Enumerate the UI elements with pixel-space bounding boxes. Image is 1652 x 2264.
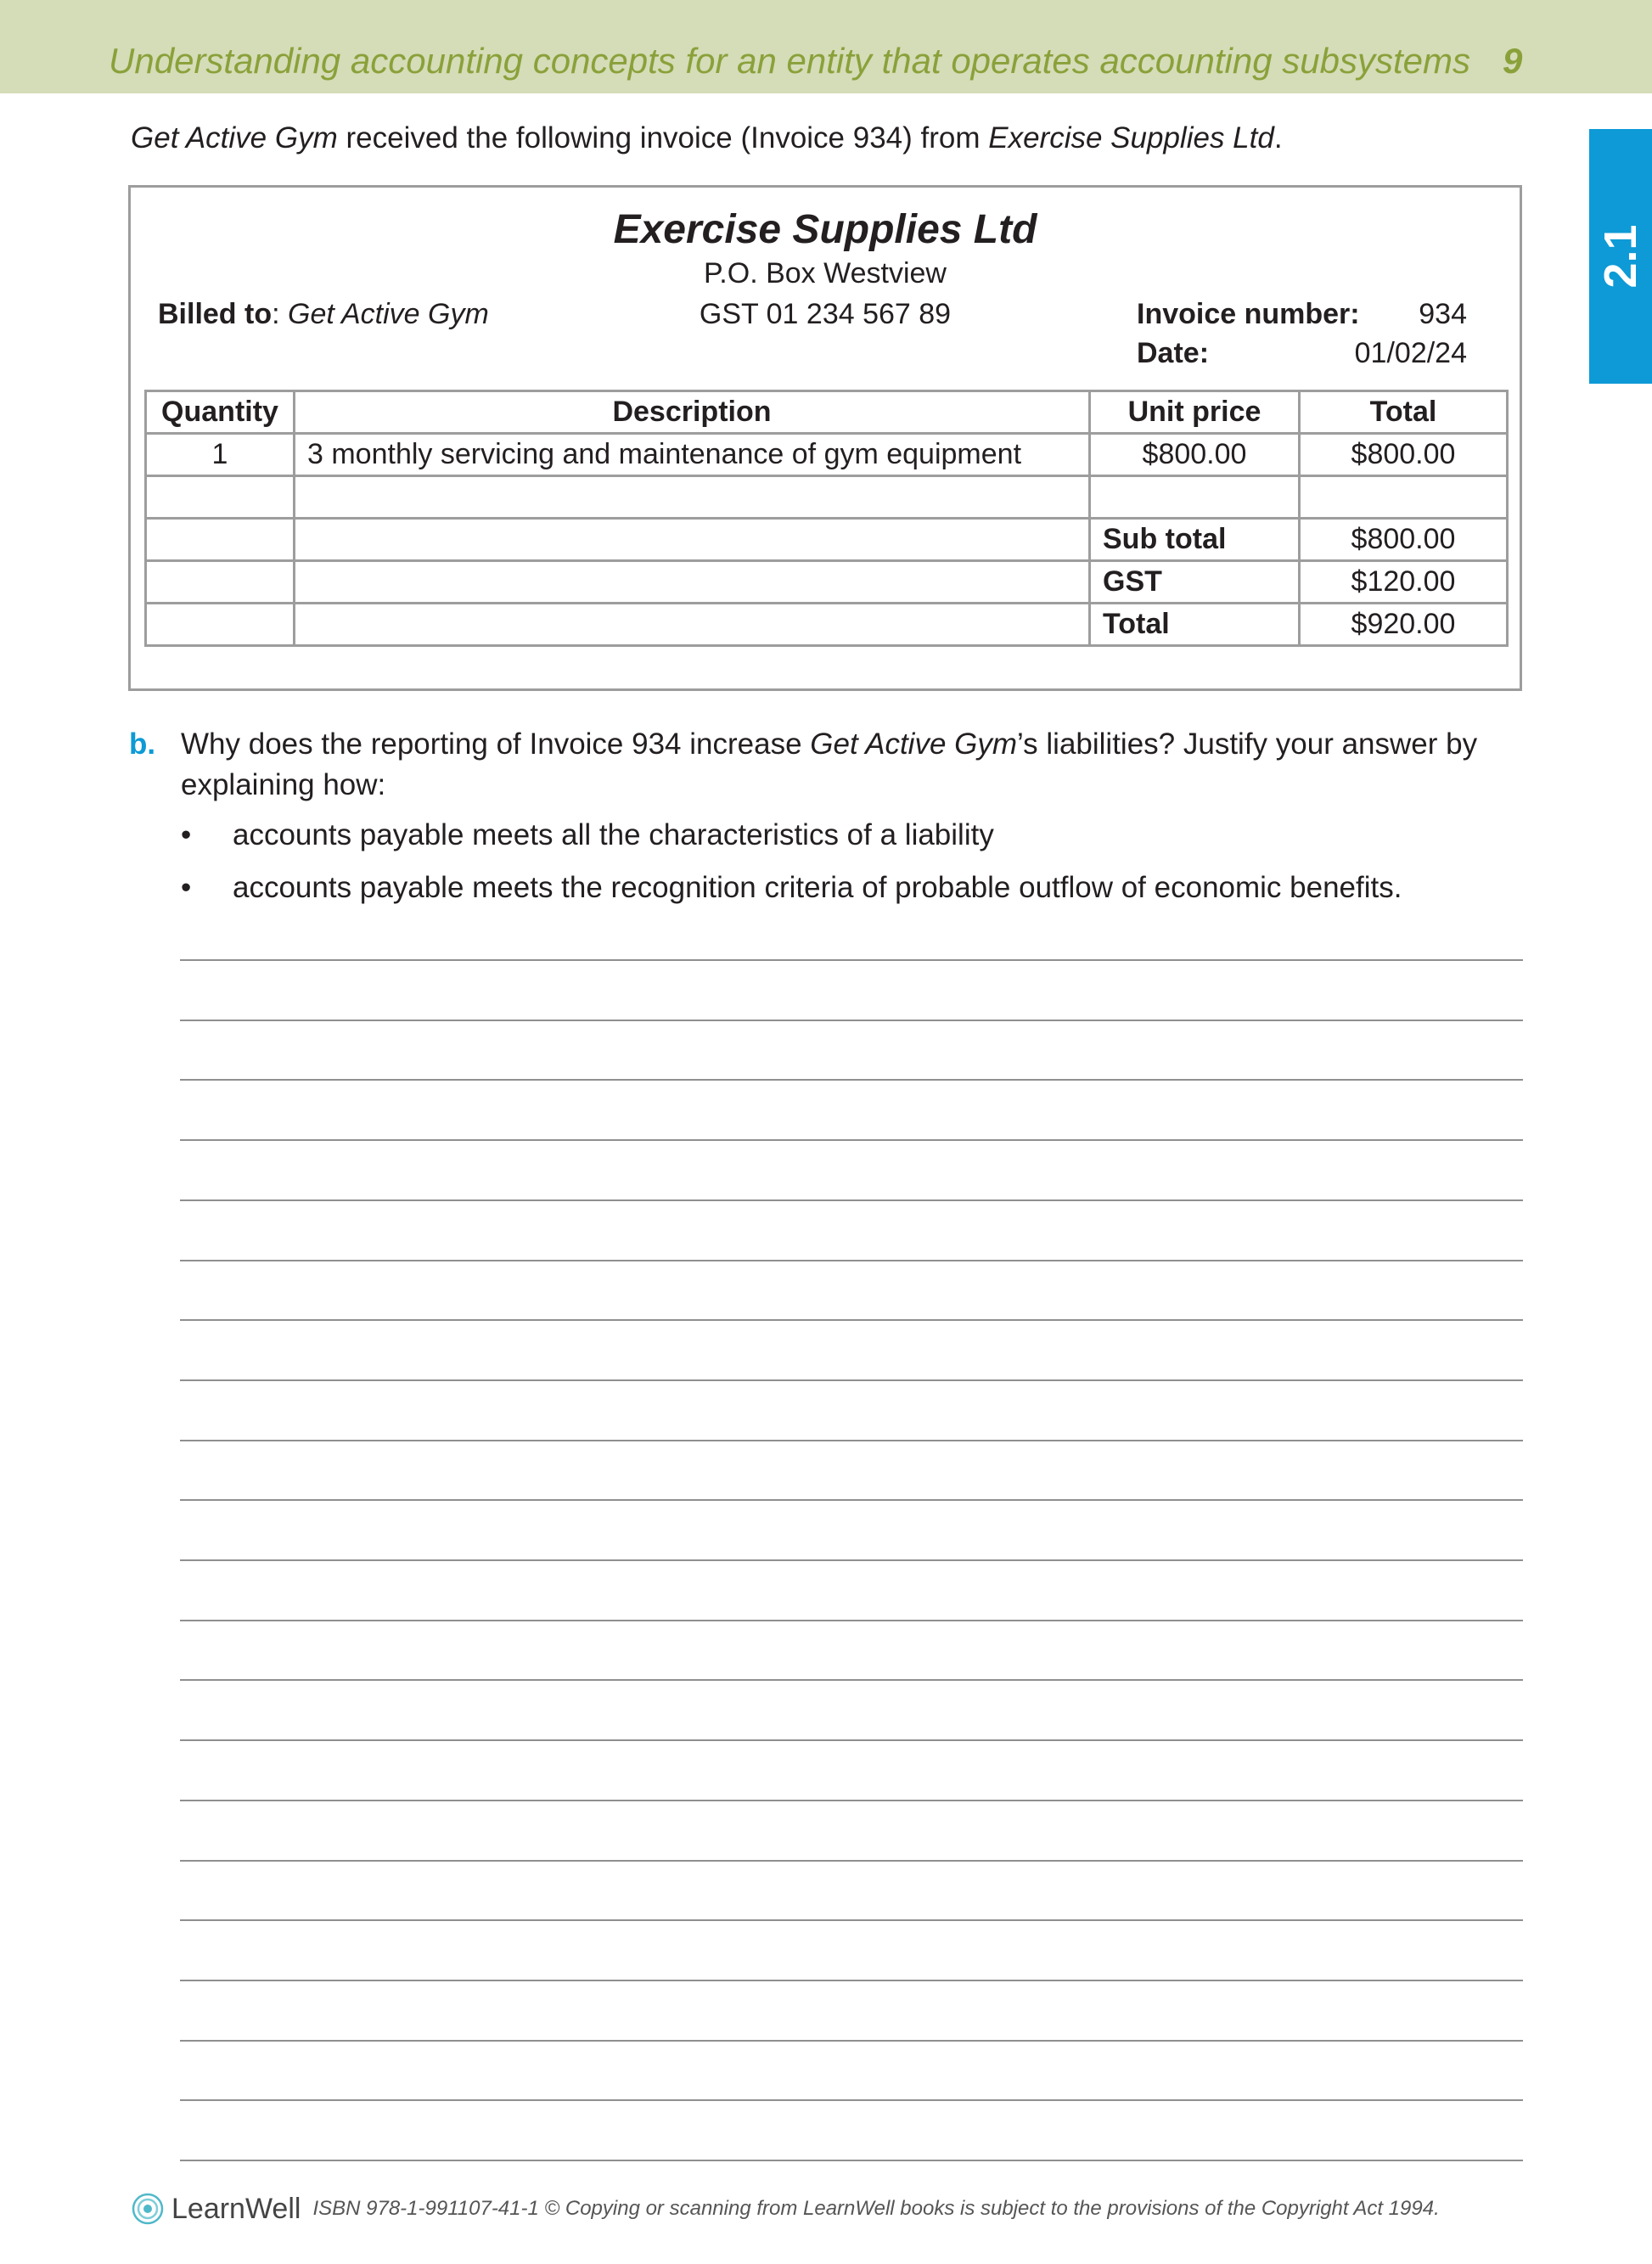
column-header-total: Total — [1300, 391, 1508, 434]
answer-line[interactable] — [180, 1980, 1523, 1981]
footer-brand: LearnWell — [171, 2192, 301, 2225]
answer-line[interactable] — [180, 2040, 1523, 2042]
answer-line[interactable] — [180, 1139, 1523, 1141]
learnwell-logo-icon — [131, 2192, 165, 2226]
invoice-number-label: Invoice number: — [1137, 298, 1360, 330]
answer-line[interactable] — [180, 1499, 1523, 1501]
answer-line[interactable] — [180, 2160, 1523, 2161]
bullet-dot: • — [181, 818, 192, 851]
bullet-dot: • — [181, 871, 192, 904]
answer-line[interactable] — [180, 1379, 1523, 1381]
answer-line[interactable] — [180, 1020, 1523, 1021]
intro-end: . — [1273, 121, 1283, 154]
intro-entity: Get Active Gym — [131, 121, 338, 154]
column-header-description: Description — [295, 391, 1090, 434]
column-header-unit-price: Unit price — [1090, 391, 1300, 434]
intro-text: received the following invoice (Invoice 934) from — [337, 121, 989, 154]
cell-total: $800.00 — [1300, 434, 1508, 476]
subtotal-value: $800.00 — [1300, 519, 1508, 561]
table-row-empty — [146, 476, 1508, 519]
gst-value: $120.00 — [1300, 561, 1508, 604]
total-label: Total — [1090, 604, 1300, 646]
answer-line[interactable] — [180, 1260, 1523, 1261]
answer-line[interactable] — [180, 959, 1523, 961]
invoice-gst-number: GST 01 234 567 89 — [699, 298, 952, 330]
cell-description: 3 monthly servicing and maintenance of gym equipment — [295, 434, 1090, 476]
summary-row-total — [146, 604, 1508, 646]
invoice — [128, 185, 1522, 691]
answer-line[interactable] — [180, 1739, 1523, 1741]
invoice-number-value: 934 — [1419, 298, 1467, 330]
invoice-company-name: Exercise Supplies Ltd — [613, 207, 1037, 252]
answer-line[interactable] — [180, 1440, 1523, 1441]
answer-line[interactable] — [180, 1620, 1523, 1621]
answer-line[interactable] — [180, 1860, 1523, 1862]
answer-line[interactable] — [180, 2099, 1523, 2101]
running-header-title: Understanding accounting concepts for an entity that operates accounting subsystems — [109, 41, 1470, 81]
gst-label: GST — [1090, 561, 1300, 604]
section-tab-label: 2.1 — [1595, 224, 1646, 289]
column-header-quantity: Quantity — [146, 391, 295, 434]
billed-to: Billed to: Get Active Gym — [158, 298, 489, 330]
billed-to-label: Billed to — [158, 298, 273, 330]
answer-line[interactable] — [180, 1919, 1523, 1921]
answer-line[interactable] — [180, 1800, 1523, 1801]
intro-supplier: Exercise Supplies Ltd — [988, 121, 1274, 154]
billed-to-value: Get Active Gym — [288, 298, 489, 330]
footer-copyright: ISBN 978-1-991107-41-1 © Copying or scanning from LearnWell books is subject to the provisions of the Copyright Act 1994. — [312, 2197, 1440, 2220]
cell-quantity: 1 — [146, 434, 295, 476]
intro-sentence — [131, 121, 1283, 155]
table-row — [146, 434, 1508, 476]
invoice-table — [144, 390, 1509, 647]
answer-line[interactable] — [180, 1319, 1523, 1321]
section-tab — [1589, 129, 1652, 384]
answer-line[interactable] — [180, 1559, 1523, 1561]
summary-row-gst — [146, 561, 1508, 604]
page-number: 9 — [1503, 41, 1523, 81]
question-letter: b. — [129, 728, 156, 761]
answer-line[interactable] — [180, 1199, 1523, 1201]
table-header-row — [146, 391, 1508, 434]
bullet-text: accounts payable meets the recognition criteria of probable outflow of economic benefits. — [233, 871, 1402, 904]
invoice-date-value: 01/02/24 — [1354, 337, 1467, 369]
subtotal-label: Sub total — [1090, 519, 1300, 561]
answer-line[interactable] — [180, 1079, 1523, 1081]
summary-row-subtotal — [146, 519, 1508, 561]
total-value: $920.00 — [1300, 604, 1508, 646]
cell-unit-price: $800.00 — [1090, 434, 1300, 476]
invoice-date-label: Date: — [1137, 337, 1210, 369]
footer — [131, 2190, 1440, 2227]
question-text: Why does the reporting of Invoice 934 increase Get Active Gym’s liabilities? Justify your answer by explaining how: — [181, 728, 1478, 801]
invoice-address: P.O. Box Westview — [704, 257, 947, 289]
bullet-text: accounts payable meets all the characteristics of a liability — [233, 818, 994, 851]
answer-line[interactable] — [180, 1679, 1523, 1681]
